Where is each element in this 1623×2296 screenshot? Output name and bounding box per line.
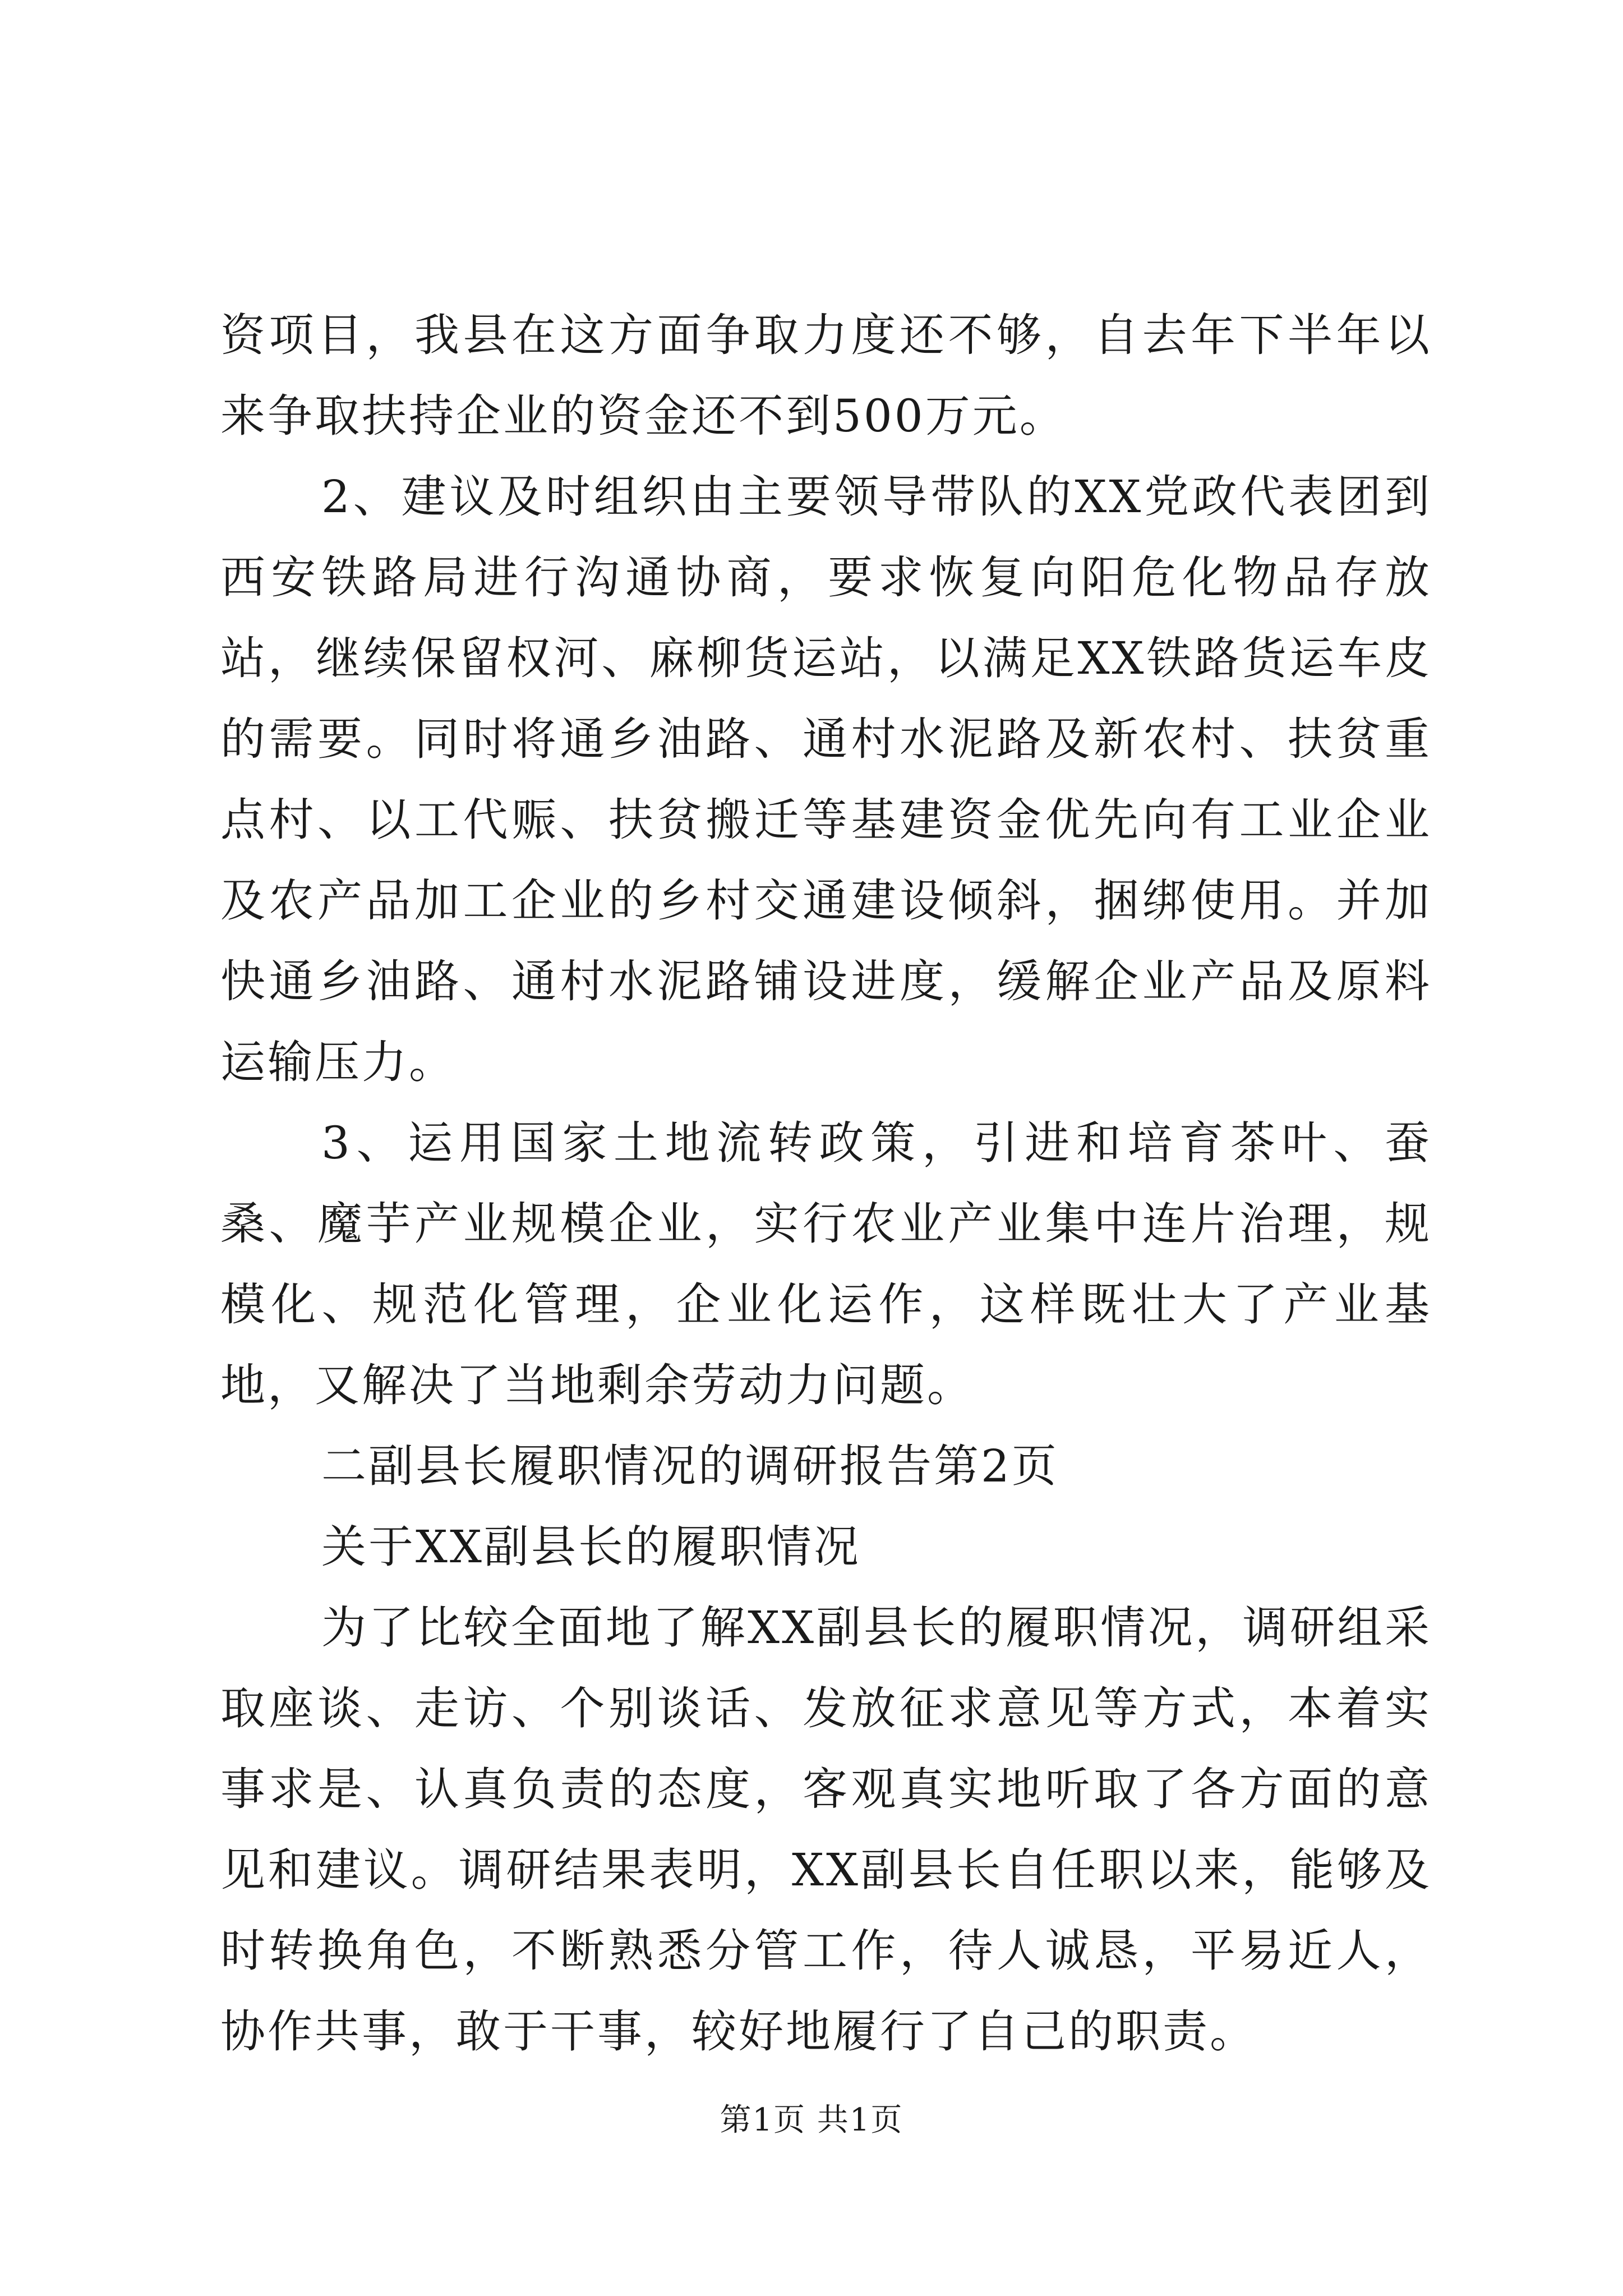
- page-footer: 第1页 共1页: [720, 2102, 903, 2138]
- document-body: [220, 295, 1432, 2072]
- paragraph-item-2: 2、建议及时组织由主要领导带队的XX党政代表团到西安铁路局进行沟通协商，要求恢复向阳危化物品存放站，继续保留权河、麻柳货运站，以满足XX铁路货运车皮的需要。同时将通乡油路、通村水泥路及新农村、扶贫重点村、以工代赈、扶贫搬迁等基建资金优先向有工业企业及农产品加工企业的乡村交通建设倾斜，捆绑使用。并加快通乡油路、通村水泥路铺设进度，缓解企业产品及原料运输压力。: [220, 471, 1432, 1088]
- paragraph-intro: 为了比较全面地了解XX副县长的履职情况，调研组采取座谈、走访、个别谈话、发放征求意见等方式，本着实事求是、认真负责的态度，客观真实地听取了各方面的意见和建议。调研结果表明，XX副县长自任职以来，能够及时转换角色，不断熟悉分管工作，待人诚恳，平易近人，协作共事，敢于干事，较好地履行了自己的职责。: [220, 1602, 1432, 2058]
- paragraph-item-3: 3、运用国家土地流转政策，引进和培育茶叶、蚕桑、魔芋产业规模企业，实行农业产业集中连片治理，规模化、规范化管理，企业化运作，这样既壮大了产业基地，又解决了当地剩余劳动力问题。: [220, 1117, 1432, 1411]
- document-title: 关于XX副县长的履职情况: [321, 1521, 861, 1573]
- paragraph-continuation: 资项目，我县在这方面争取力度还不够，自去年下半年以来争取扶持企业的资金还不到500万元。: [220, 309, 1432, 442]
- section-heading: 二副县长履职情况的调研报告第2页: [321, 1440, 1059, 1492]
